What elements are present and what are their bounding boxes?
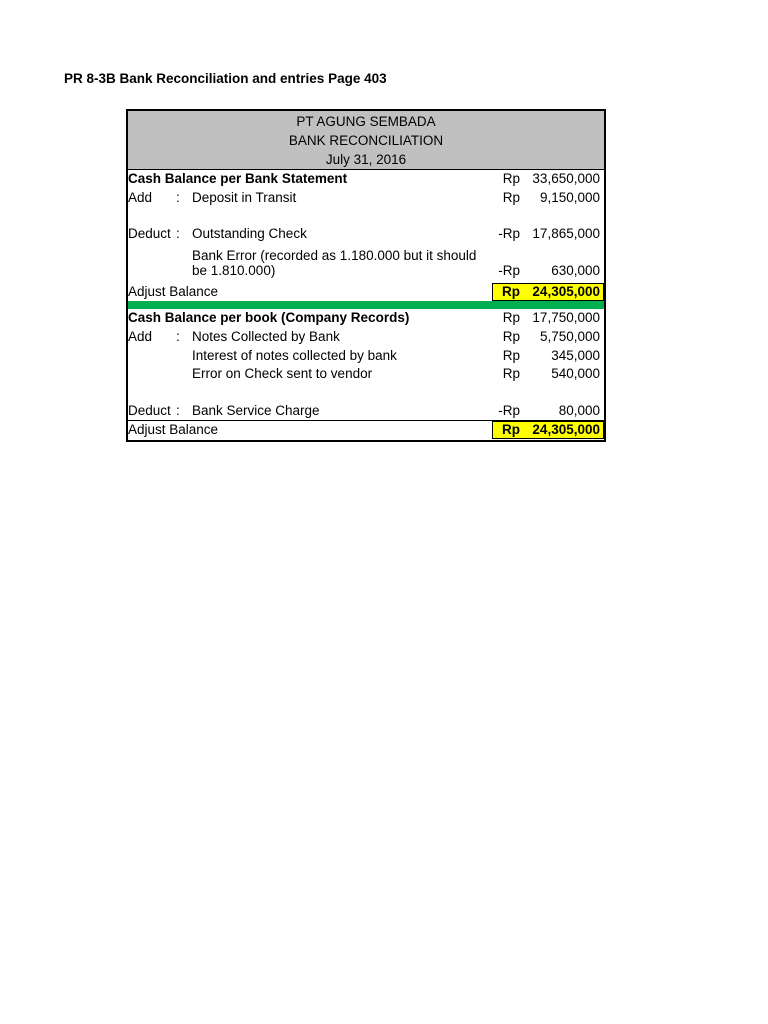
book-add-colon: :: [176, 328, 180, 344]
book-balance-label: Cash Balance per book (Company Records): [128, 310, 410, 326]
bank-add-row: [128, 189, 604, 208]
book-deduct-row: [128, 402, 604, 421]
page-heading: PR 8-3B Bank Reconciliation and entries Page 403: [64, 71, 387, 86]
interest-currency: Rp: [502, 347, 520, 363]
book-deduct-label: Deduct: [128, 402, 171, 418]
bank-add-colon: :: [176, 189, 180, 205]
bank-balance-label: Cash Balance per Bank Statement: [128, 171, 348, 186]
book-balance-currency: Rp: [502, 310, 520, 326]
bank-deduct-colon: :: [176, 226, 180, 242]
spacer-row: [128, 384, 604, 402]
check-error-label: Error on Check sent to vendor: [192, 366, 373, 382]
bank-error-label: Bank Error (recorded as 1.180.000 but it should be 1.810.000): [192, 247, 477, 279]
book-balance-row: [128, 309, 604, 328]
notes-collected-currency: Rp: [502, 328, 520, 344]
book-adjusted-row: [128, 420, 604, 440]
bank-deduct-label: Deduct: [128, 226, 171, 242]
notes-collected-label: Notes Collected by Bank: [192, 328, 340, 344]
service-charge-label: Bank Service Charge: [192, 402, 320, 418]
outstanding-check-label: Outstanding Check: [192, 226, 307, 242]
interest-label: Interest of notes collected by bank: [192, 347, 397, 363]
bank-balance-row: [128, 170, 604, 189]
bank-adjusted-row: [128, 283, 604, 302]
bank-add-label: Add: [128, 189, 153, 205]
company-name: PT AGUNG SEMBADA: [296, 114, 436, 129]
interest-amount: 345,000: [551, 347, 600, 363]
book-adjusted-currency: Rp: [502, 422, 520, 438]
deposit-in-transit-amount: 9,150,000: [539, 189, 600, 205]
bank-error-amount: 630,000: [551, 262, 600, 278]
book-add-row: [128, 328, 604, 347]
book-adjusted-label: Adjust Balance: [128, 422, 219, 438]
bank-adjusted-label: Adjust Balance: [128, 283, 219, 299]
book-add-label: Add: [128, 328, 153, 344]
section-divider: [128, 301, 604, 309]
service-charge-currency: -Rp: [498, 402, 520, 418]
deposit-in-transit-currency: Rp: [502, 189, 520, 205]
book-adjusted-amount: 24,305,000: [532, 422, 600, 438]
bank-reconciliation-table: [126, 109, 606, 442]
deposit-in-transit-label: Deposit in Transit: [192, 189, 297, 205]
check-error-row: [128, 365, 604, 384]
outstanding-check-amount: 17,865,000: [532, 226, 600, 242]
bank-error-row: [128, 248, 604, 280]
book-deduct-colon: :: [176, 402, 180, 418]
check-error-currency: Rp: [502, 366, 520, 382]
spacer-row: [128, 207, 604, 225]
report-date: July 31, 2016: [325, 152, 407, 167]
bank-adjusted-amount: 24,305,000: [532, 283, 600, 299]
bank-adjusted-currency: Rp: [502, 283, 520, 299]
service-charge-amount: 80,000: [558, 402, 600, 418]
book-balance-amount: 17,750,000: [532, 310, 600, 326]
bank-error-currency: -Rp: [498, 262, 520, 278]
bank-deduct-row: [128, 225, 604, 244]
notes-collected-amount: 5,750,000: [539, 328, 600, 344]
outstanding-check-currency: -Rp: [498, 226, 520, 242]
report-title: BANK RECONCILIATION: [288, 133, 444, 148]
check-error-amount: 540,000: [551, 366, 600, 382]
report-header: [128, 111, 604, 170]
interest-row: [128, 347, 604, 366]
bank-balance-currency: Rp: [502, 171, 520, 186]
bank-balance-amount: 33,650,000: [532, 171, 600, 186]
